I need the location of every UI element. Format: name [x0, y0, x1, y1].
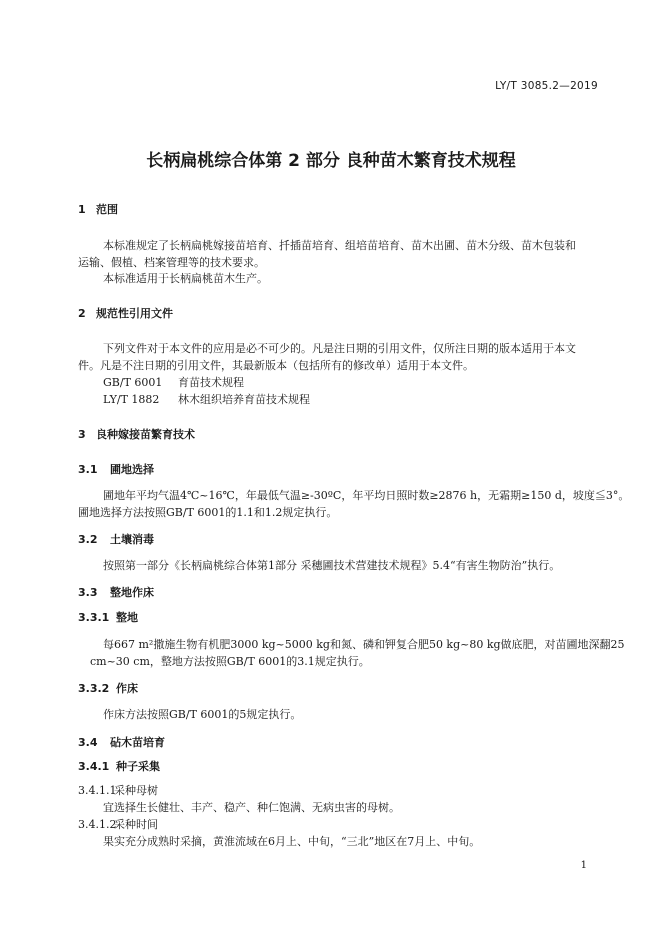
- section-title: 良种嫁接苗繁育技术: [96, 428, 195, 441]
- reference-item: [103, 391, 310, 407]
- subsection-number: 3.3.1: [78, 611, 110, 624]
- section-2-heading: [78, 305, 173, 321]
- reference-title: 林木组织培养育苗技术规程: [178, 393, 310, 406]
- scope-paragraph-line: 本标准规定了长柄扁桃嫁接苗培育、扦插苗培育、组培苗培育、苗木出圃、苗木分级、苗木包装和: [103, 239, 576, 252]
- soil-prep-line: 每667 m²撒施生物有机肥3000 kg~5000 kg和氮、磷和钾复合肥50 kg~80 kg做底肥，对苗圃地深翻25: [103, 638, 625, 651]
- subsection-number: 3.4.1: [78, 760, 110, 773]
- subsection-number: 3.3.2: [78, 682, 110, 695]
- subsection-3-2-heading: [78, 531, 154, 547]
- references-paragraph-line: 下列文件对于本文件的应用是必不可少的。凡是注日期的引用文件，仅所注日期的版本适用于本文: [103, 342, 576, 355]
- section-title: 范围: [96, 203, 118, 216]
- subsection-number: 3.4.1.1: [78, 784, 117, 797]
- subsection-3-3-heading: [78, 584, 154, 600]
- collection-time-line: 果实充分成熟时采摘，黄淮流域在6月上、中旬，“三北”地区在7月上、中旬。: [103, 835, 481, 848]
- subsection-3-1-heading: [78, 461, 154, 477]
- section-1-heading: [78, 201, 118, 217]
- subsection-3-4-1-2-heading: [78, 816, 158, 832]
- subsection-number: 3.4.1.2: [78, 818, 117, 831]
- page-number: 1: [580, 860, 587, 871]
- subsection-3-4-1-1-heading: [78, 782, 158, 798]
- subsection-title: 作床: [116, 682, 138, 695]
- subsection-title: 采种母树: [114, 784, 158, 797]
- subsection-3-3-1-heading: [78, 609, 138, 625]
- soil-disinfection-line: 按照第一部分《长柄扁桃综合体第1部分 采穗圃技术营建技术规程》5.4“有害生物防治”执行。: [103, 559, 561, 572]
- subsection-title: 种子采集: [116, 760, 160, 773]
- nursery-site-line: 圃地选择方法按照GB/T 6001的1.1和1.2规定执行。: [78, 506, 338, 519]
- reference-item: [103, 374, 244, 390]
- reference-code: GB/T 6001: [103, 376, 163, 389]
- scope-applicability: 本标准适用于长柄扁桃苗木生产。: [103, 272, 268, 285]
- section-number: 3: [78, 428, 86, 441]
- subsection-3-4-1-heading: [78, 758, 160, 774]
- subsection-3-4-heading: [78, 734, 165, 750]
- subsection-title: 圃地选择: [110, 463, 154, 476]
- soil-prep-line: cm~30 cm，整地方法按照GB/T 6001的3.1规定执行。: [90, 655, 370, 668]
- bed-making-line: 作床方法按照GB/T 6001的5规定执行。: [103, 708, 302, 721]
- nursery-site-line: 圃地年平均气温4℃~16℃，年最低气温≥-30ºC，年平均日照时数≥2876 h，无霜期≥150 d，坡度≦3°。: [103, 489, 630, 502]
- subsection-title: 整地: [116, 611, 138, 624]
- section-number: 2: [78, 307, 86, 320]
- reference-code: LY/T 1882: [103, 393, 160, 406]
- subsection-title: 砧木苗培育: [110, 736, 165, 749]
- subsection-number: 3.2: [78, 533, 98, 546]
- references-paragraph-line: 件。凡是不注日期的引用文件，其最新版本（包括所有的修改单）适用于本文件。: [78, 359, 474, 372]
- subsection-number: 3.1: [78, 463, 98, 476]
- subsection-number: 3.3: [78, 586, 98, 599]
- document-title: 长柄扁桃综合体第 2 部分 良种苗木繁育技术规程: [146, 151, 516, 171]
- subsection-title: 整地作床: [110, 586, 154, 599]
- section-3-heading: [78, 426, 195, 442]
- scope-paragraph-line: 运输、假植、档案管理等的技术要求。: [78, 256, 265, 269]
- subsection-title: 土壤消毒: [110, 533, 154, 546]
- reference-title: 育苗技术规程: [178, 376, 244, 389]
- subsection-title: 采种时间: [114, 818, 158, 831]
- standard-code: LY/T 3085.2—2019: [495, 80, 598, 92]
- section-title: 规范性引用文件: [96, 307, 173, 320]
- subsection-3-3-2-heading: [78, 680, 138, 696]
- subsection-number: 3.4: [78, 736, 98, 749]
- mother-tree-line: 宜选择生长健壮、丰产、稳产、种仁饱满、无病虫害的母树。: [103, 801, 400, 814]
- section-number: 1: [78, 203, 86, 216]
